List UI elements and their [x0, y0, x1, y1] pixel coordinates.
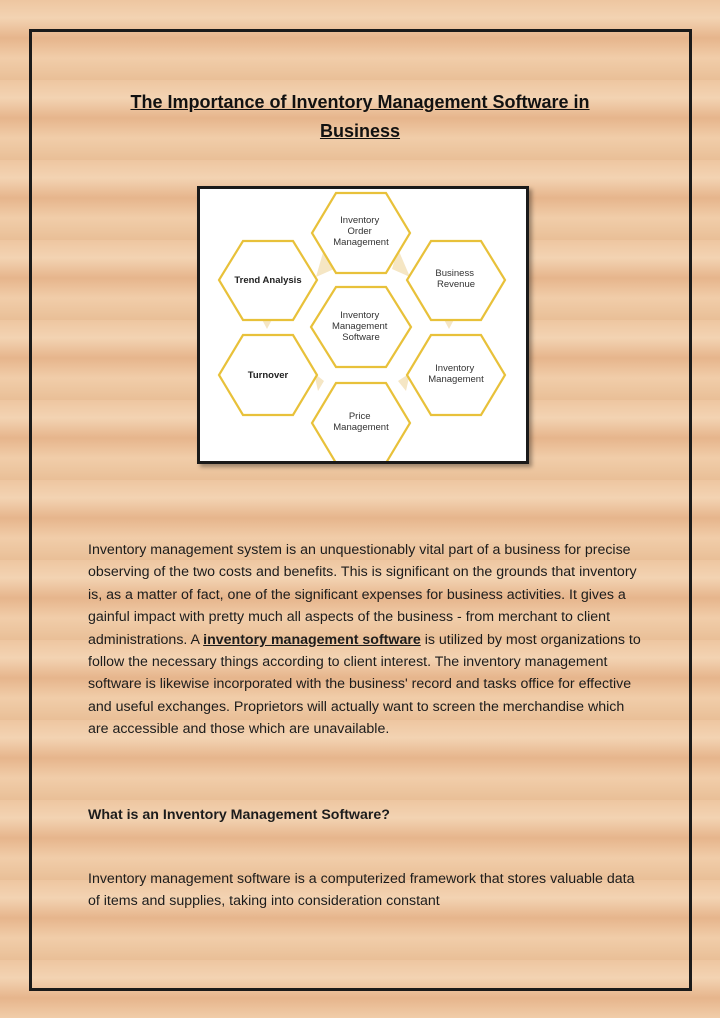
page-border	[29, 29, 692, 991]
title-line-1: The Importance of Inventory Management Software in	[130, 92, 590, 112]
label-upper-left: Trend Analysis	[234, 275, 302, 286]
intro-text-start: Inventory management system is an unquestionably vital part of a business for precise observing of the two costs and benefits. This is significant on the grounds that inventory is, as a matter of fact, one of the significant expenses for business activities. It gives a gainful impact with pretty much all aspects of the business - from merchant to client administrations. A	[88, 542, 637, 648]
label-top: Inventory Order Management	[333, 215, 389, 248]
definition-paragraph: Inventory management software is a computerized framework that stores valuable data of items and supplies, taking into consideration constant	[88, 871, 635, 910]
inventory-software-link[interactable]: inventory management software	[203, 631, 421, 648]
label-lower-right: Inventory Management	[428, 363, 484, 385]
label-center: Inventory Management Software	[331, 310, 388, 343]
hexagon-diagram	[197, 186, 529, 464]
section-heading: What is an Inventory Management Software?	[88, 807, 390, 823]
title-line-2: Business	[319, 121, 401, 141]
label-upper-right: Business Revenue	[435, 268, 476, 290]
hexagon-diagram-svg	[200, 189, 526, 461]
label-lower-left: Turnover	[247, 370, 289, 381]
page-title	[60, 88, 660, 146]
intro-paragraph	[88, 539, 648, 741]
label-bottom: Price Management	[333, 411, 389, 433]
intro-text-end: is utilized by most organizations to follow the necessary things according to client interest. The inventory management software is likewise incorporated with the business' record and tasks office for effective and useful exchanges. Proprietors will actually want to screen the merchandise which are accessible and those which are unavailable.	[88, 631, 641, 738]
